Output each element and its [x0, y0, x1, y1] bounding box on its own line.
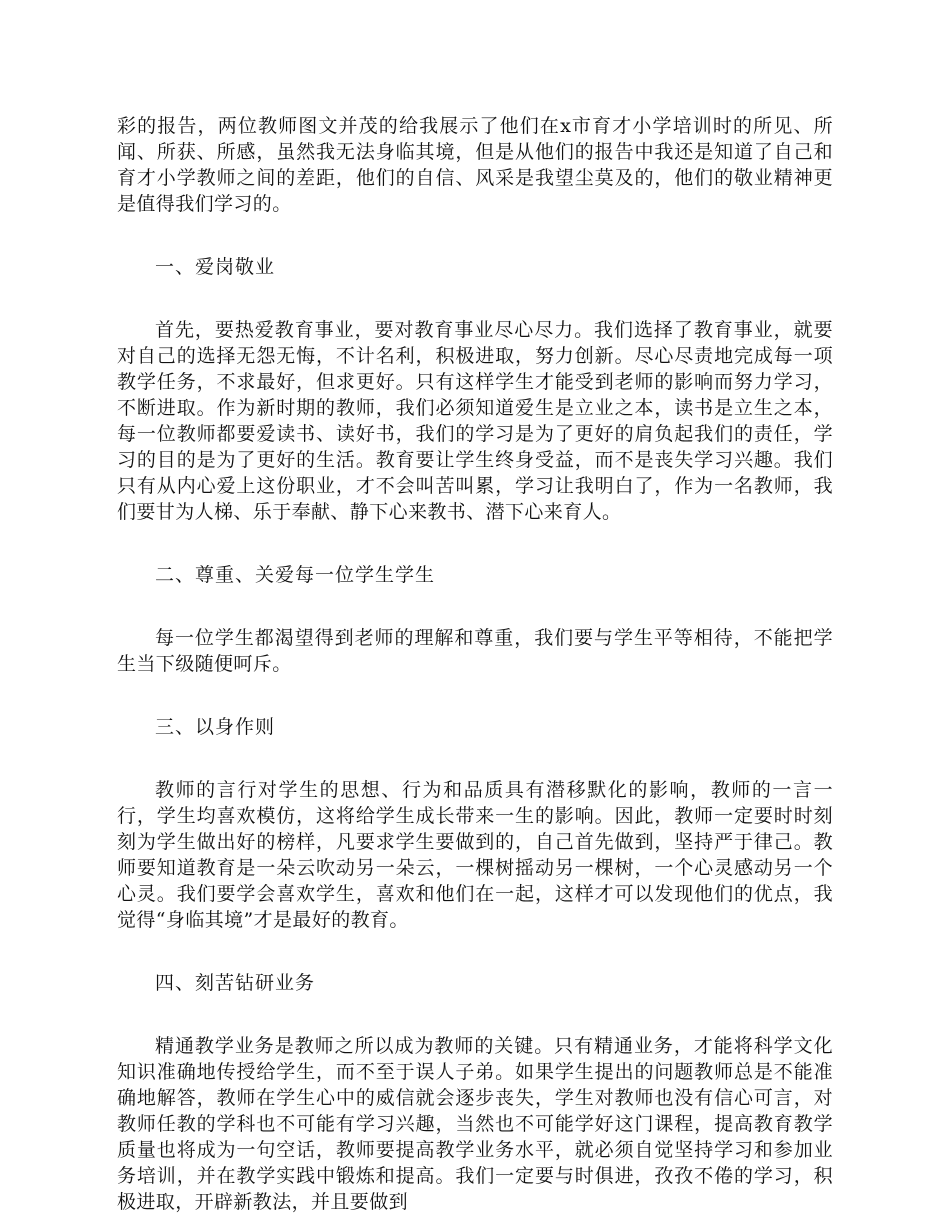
section-body-3: 教师的言行对学生的思想、行为和品质具有潜移默化的影响，教师的一言一行，学生均喜欢模仿，这将给学生成长带来一生的影响。因此，教师一定要时时刻刻为学生做出好的榜样，凡要求学生要做到的，自己首先做到，坚持严于律己。教师要知道教育是一朵云吹动另一朵云，一棵树摇动另一棵树，一个心灵感动另一个心灵。我们要学会喜欢学生，喜欢和他们在一起，这样才可以发现他们的优点，我觉得“身临其境”才是最好的教育。: [117, 779, 833, 931]
section-heading-4: 四、刻苦钻研业务: [155, 972, 316, 994]
intro-paragraph: 彩的报告，两位教师图文并茂的给我展示了他们在x市育才小学培训时的所见、所闻、所获、所感，虽然我无法身临其境，但是从他们的报告中我还是知道了自己和育才小学教师之间的差距，他们的自信、风采是我望尘莫及的，他们的敬业精神更是值得我们学习的。: [117, 115, 833, 215]
section-body-1: 首先，要热爱教育事业，要对教育事业尽心尽力。我们选择了教育事业，就要对自己的选择无怨无悔，不计名利，积极进取，努力创新。尽心尽责地完成每一项教学任务，不求最好，但求更好。只有这样学生才能受到老师的影响而努力学习，不断进取。作为新时期的教师，我们必须知道爱生是立业之本，读书是立生之本，每一位教师都要爱读书、读好书，我们的学习是为了更好的肩负起我们的责任，学习的目的是为了更好的生活。教育要让学生终身受益，而不是丧失学习兴趣。我们只有从内心爱上这份职业，才不会叫苦叫累，学习让我明白了，作为一名教师，我们要甘为人梯、乐于奉献、静下心来教书、潜下心来育人。: [117, 319, 833, 523]
section-heading-1: 一、爱岗敬业: [155, 256, 276, 278]
section-body-2: 每一位学生都渴望得到老师的理解和尊重，我们要与学生平等相待，不能把学生当下级随便呵斥。: [117, 627, 833, 675]
section-heading-3: 三、以身作则: [155, 716, 276, 738]
document-page: [117, 113, 833, 1215]
section-heading-2: 二、尊重、关爱每一位学生学生: [155, 564, 436, 586]
section-body-4: 精通教学业务是教师之所以成为教师的关键。只有精通业务，才能将科学文化知识准确地传授给学生，而不至于误人子弟。如果学生提出的问题教师总是不能准确地解答，教师在学生心中的威信就会逐步丧失，学生对教师也没有信心可言，对教师任教的学科也不可能有学习兴趣，当然也不可能学好这门课程，提高教育教学质量也将成为一句空话，教师要提高教学业务水平，就必须自觉坚持学习和参加业务培训，并在教学实践中锻炼和提高。我们一定要与时俱进，孜孜不倦的学习，积极进取，开辟新教法，并且要做到: [117, 1035, 833, 1213]
